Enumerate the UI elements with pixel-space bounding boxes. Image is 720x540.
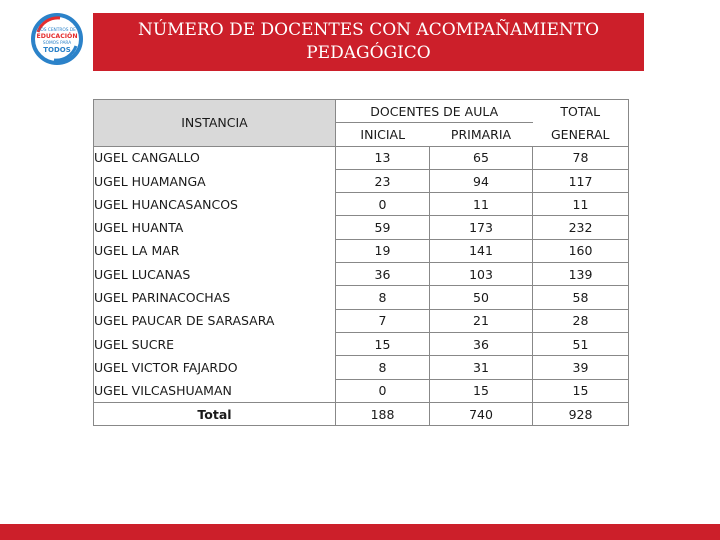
row-primaria: 50 xyxy=(430,286,533,309)
table-row xyxy=(94,332,629,355)
logo-line-3: SOMOS PARA xyxy=(42,41,72,46)
table-row xyxy=(94,379,629,402)
logo-line-2: EDUCACIÓN xyxy=(36,33,78,40)
table-row xyxy=(94,216,629,239)
footer-bar xyxy=(0,524,720,540)
row-name: UGEL HUAMANGA xyxy=(94,169,336,192)
header-inicial: INICIAL xyxy=(336,123,430,146)
row-total: 39 xyxy=(533,356,629,379)
row-total: 15 xyxy=(533,379,629,402)
row-primaria: 65 xyxy=(430,146,533,169)
row-name: UGEL VILCASHUAMAN xyxy=(94,379,336,402)
title-line-1: NÚMERO DE DOCENTES CON ACOMPAÑAMIENTO xyxy=(137,20,600,40)
header-primaria: PRIMARIA xyxy=(430,123,533,146)
row-inicial: 8 xyxy=(336,286,430,309)
title-line-2: PEDAGÓGICO xyxy=(306,43,431,63)
row-total: 51 xyxy=(533,332,629,355)
row-total: 11 xyxy=(533,193,629,216)
row-primaria: 103 xyxy=(430,263,533,286)
row-inicial: 0 xyxy=(336,193,430,216)
row-primaria: 141 xyxy=(430,239,533,262)
row-name: UGEL LA MAR xyxy=(94,239,336,262)
table-header-row-1 xyxy=(94,100,629,123)
logo-line-1: LOS CENTROS DE xyxy=(38,28,76,33)
row-name: UGEL HUANCASANCOS xyxy=(94,193,336,216)
row-name: UGEL VICTOR FAJARDO xyxy=(94,356,336,379)
row-primaria: 173 xyxy=(430,216,533,239)
row-name: UGEL PARINACOCHAS xyxy=(94,286,336,309)
row-name: UGEL SUCRE xyxy=(94,332,336,355)
row-inicial: 7 xyxy=(336,309,430,332)
row-name: UGEL HUANTA xyxy=(94,216,336,239)
row-name: UGEL CANGALLO xyxy=(94,146,336,169)
row-name: UGEL PAUCAR DE SARASARA xyxy=(94,309,336,332)
total-inicial: 188 xyxy=(336,402,430,425)
row-total: 117 xyxy=(533,169,629,192)
row-name: UGEL LUCANAS xyxy=(94,263,336,286)
total-label: Total xyxy=(94,402,336,425)
row-inicial: 0 xyxy=(336,379,430,402)
education-logo xyxy=(30,12,84,66)
row-primaria: 36 xyxy=(430,332,533,355)
teachers-table xyxy=(93,99,629,426)
row-inicial: 8 xyxy=(336,356,430,379)
table-row xyxy=(94,356,629,379)
row-total: 139 xyxy=(533,263,629,286)
row-inicial: 59 xyxy=(336,216,430,239)
row-inicial: 19 xyxy=(336,239,430,262)
row-inicial: 36 xyxy=(336,263,430,286)
header-docentes-aula: DOCENTES DE AULA xyxy=(336,100,533,123)
header-total: TOTAL xyxy=(533,100,629,123)
table-row xyxy=(94,309,629,332)
row-inicial: 13 xyxy=(336,146,430,169)
row-primaria: 15 xyxy=(430,379,533,402)
title-banner xyxy=(93,13,644,71)
row-primaria: 11 xyxy=(430,193,533,216)
row-primaria: 31 xyxy=(430,356,533,379)
table-row xyxy=(94,263,629,286)
row-total: 28 xyxy=(533,309,629,332)
row-total: 232 xyxy=(533,216,629,239)
logo-line-4: TODOS xyxy=(43,46,71,54)
total-primaria: 740 xyxy=(430,402,533,425)
row-inicial: 15 xyxy=(336,332,430,355)
table-row xyxy=(94,193,629,216)
table-row xyxy=(94,286,629,309)
table-total-row xyxy=(94,402,629,425)
table-row xyxy=(94,169,629,192)
header-general: GENERAL xyxy=(533,123,629,146)
table-row xyxy=(94,146,629,169)
total-general: 928 xyxy=(533,402,629,425)
row-total: 160 xyxy=(533,239,629,262)
row-primaria: 94 xyxy=(430,169,533,192)
table-row xyxy=(94,239,629,262)
header-instancia: INSTANCIA xyxy=(94,100,336,147)
row-total: 78 xyxy=(533,146,629,169)
row-primaria: 21 xyxy=(430,309,533,332)
row-total: 58 xyxy=(533,286,629,309)
row-inicial: 23 xyxy=(336,169,430,192)
